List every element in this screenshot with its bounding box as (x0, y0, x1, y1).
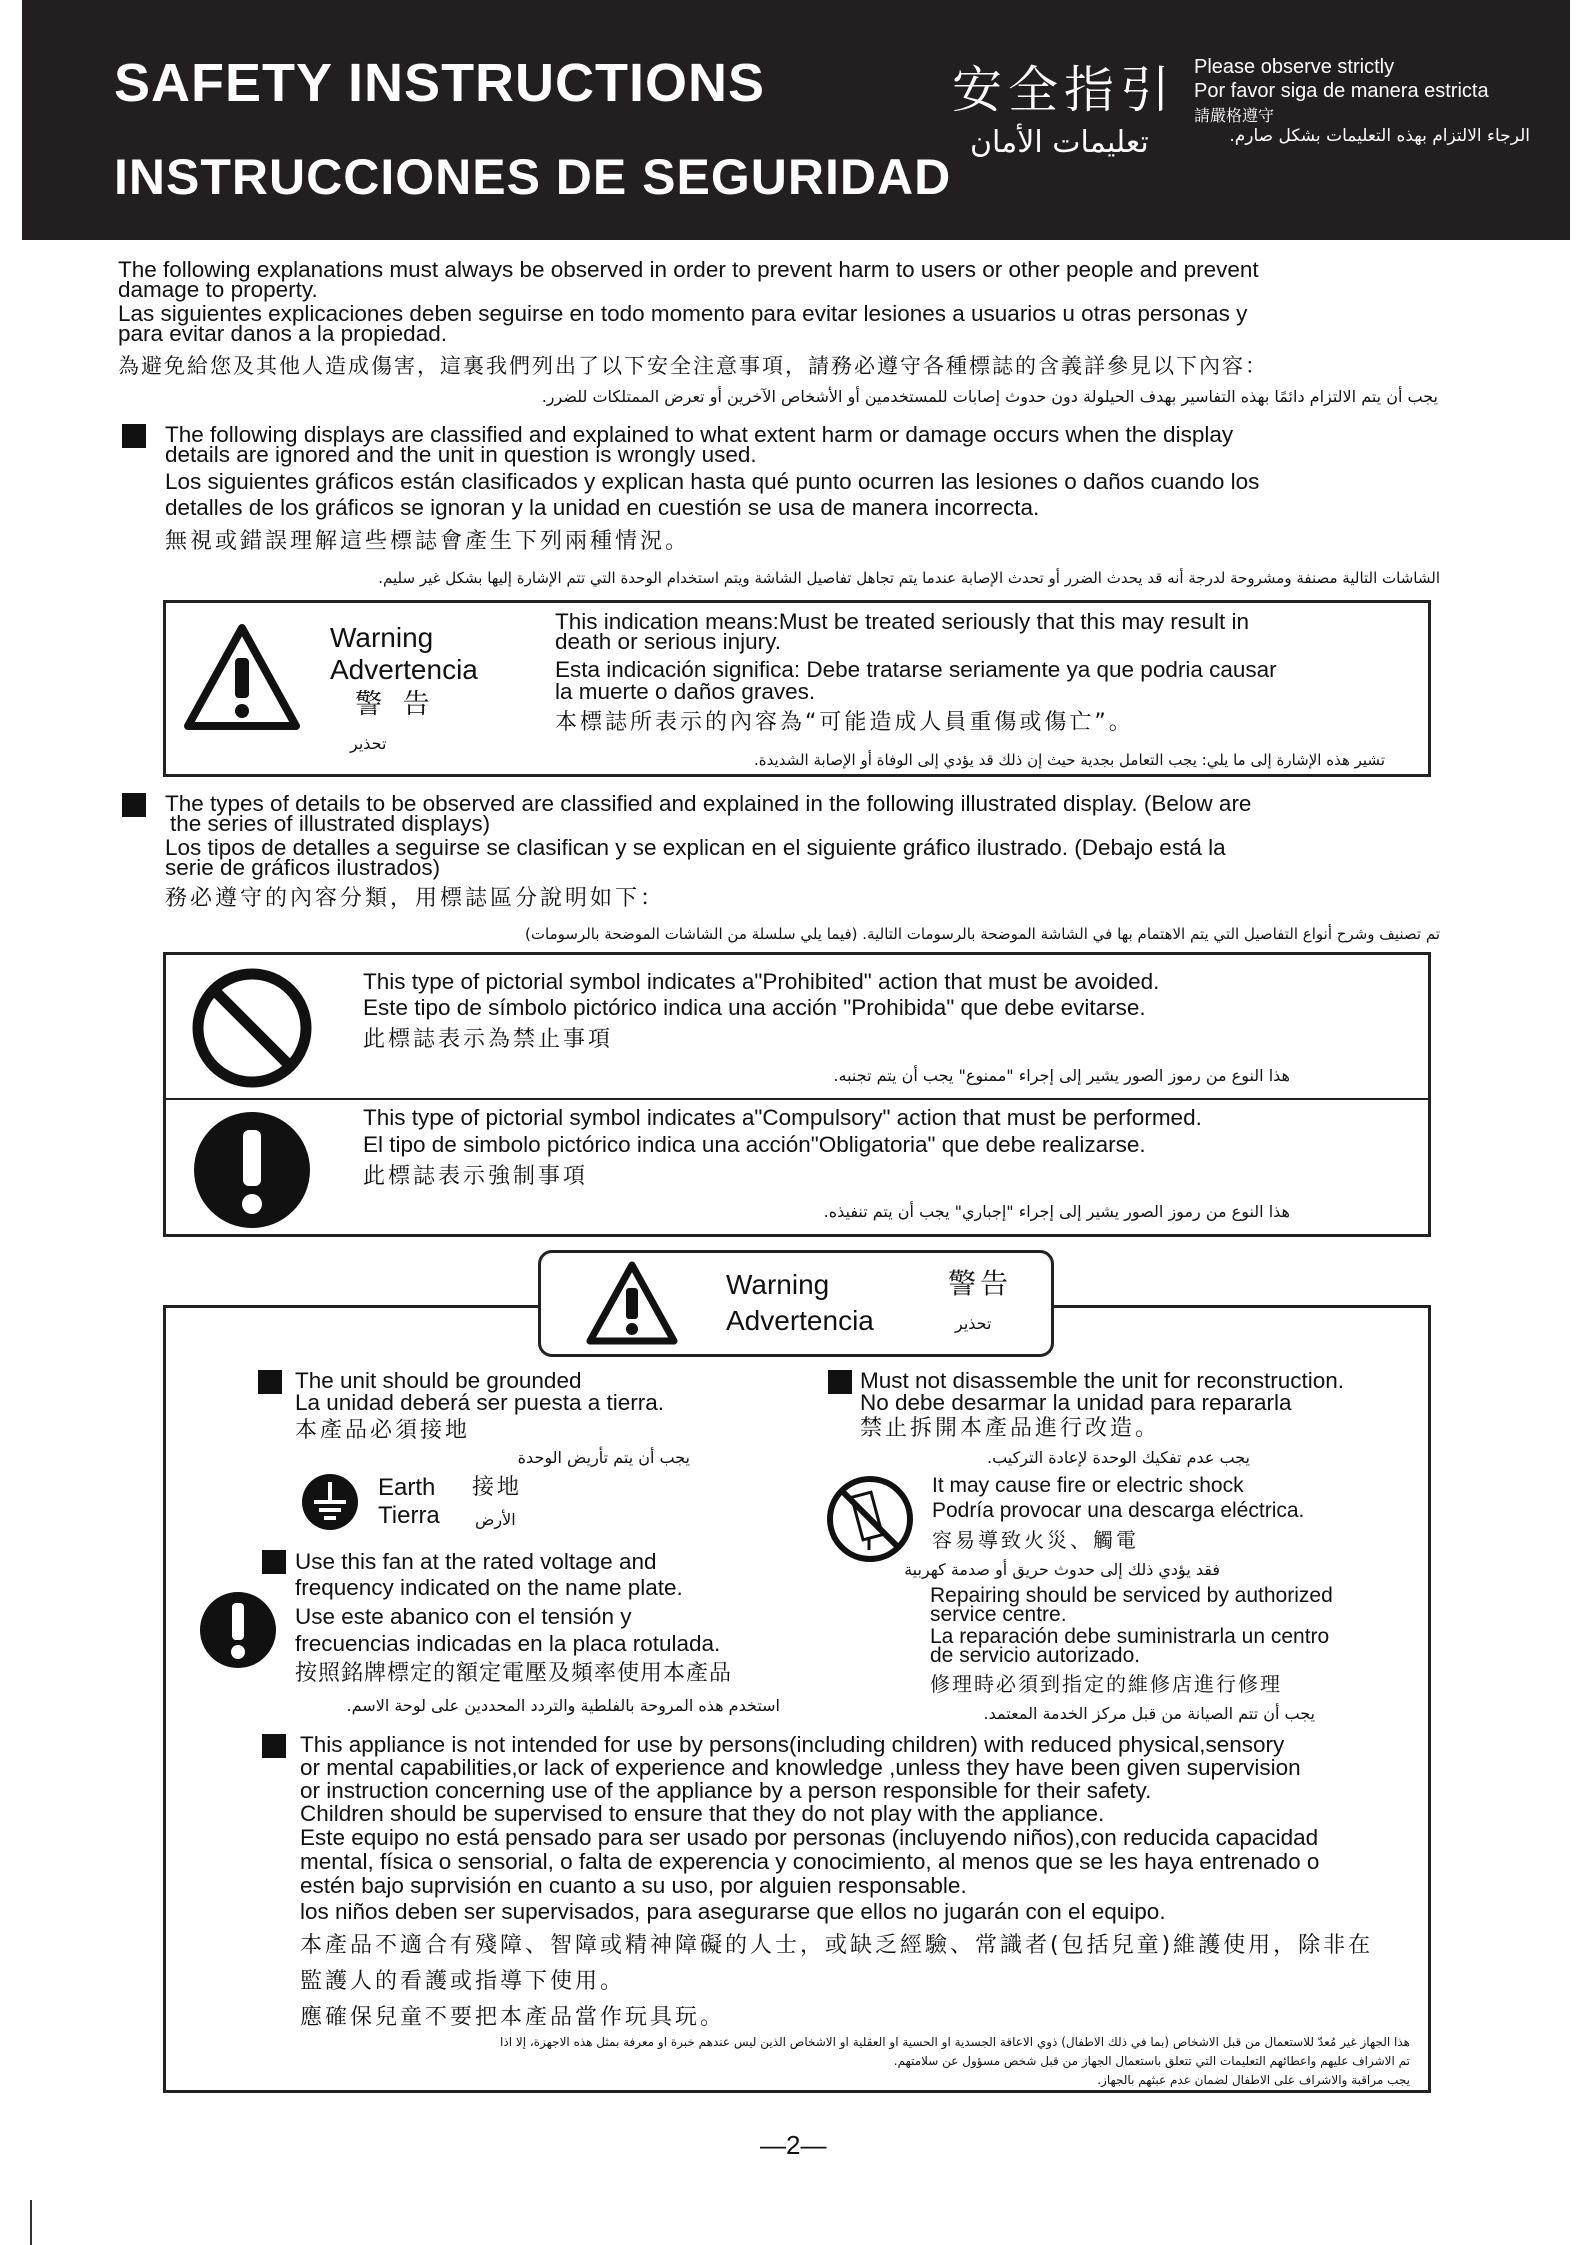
intro-en-line2: damage to property. (118, 277, 318, 302)
page-number: —2— (760, 2130, 827, 2160)
warning-label-en: Warning (330, 622, 434, 653)
risk-ar: فقد يؤدي ذلك إلى حدوث حريق أو صدمة كهربية (904, 1560, 1220, 1579)
section2-ar: تم تصنيف وشرح أنواع التفاصيل التي يتم الاهتمام بها في الشاشة الموضحة بالرسومات التالية. (فيما يلي سلسلة من الشاشات الموضحة بالرسومات) (525, 925, 1440, 943)
earth-es: Tierra (378, 1502, 440, 1529)
persons-en-line4: Children should be supervised to ensure that they do not play with the appliance. (300, 1801, 1105, 1826)
persons-en-line3: or instruction concerning use of the appliance by a person responsible for their safety. (300, 1778, 1152, 1803)
repair-zh: 修理時必須到指定的維修店進行修理 (930, 1672, 1282, 1696)
intro-es-line1: Las siguientes explicaciones deben seguirse en todo momento para evitar lesiones a usuarios u otras personas y (118, 301, 1248, 326)
ground-ar: يجب أن يتم تأريض الوحدة (517, 1448, 690, 1467)
section1-es-line1: Los siguientes gráficos están clasificados y explican hasta qué punto ocurren las lesiones o daños cuando los (165, 469, 1260, 494)
prohibited-icon (190, 966, 314, 1090)
prohibited-zh: 此標誌表示為禁止事項 (363, 1027, 614, 1052)
note-english: Please observe strictly (1194, 56, 1395, 78)
note-chinese: 請嚴格遵守 (1194, 106, 1275, 125)
warning-tab-zh: 警告 (948, 1267, 1013, 1300)
warning-triangle-icon (182, 622, 302, 732)
earth-ground-icon (300, 1472, 360, 1532)
intro-ar: يجب أن يتم الالتزام دائمًا بهذه التفاسير بهدف الحيلولة دون حدوث إصابات للمستخدمين أو الأشخاص الآخرين أو تعرض الممتلكات للضرر. (541, 387, 1438, 406)
warning-es-line1: Esta indicación significa: Debe tratarse seriamente ya que podria causar (555, 657, 1277, 682)
symbols-divider (163, 1098, 1431, 1100)
note-arabic: الرجاء الالتزام بهذه التعليمات بشكل صارم. (1229, 126, 1530, 146)
no-disassemble-icon (825, 1474, 915, 1564)
risk-zh: 容易導致火災、觸電 (932, 1528, 1139, 1552)
voltage-en-line2: frequency indicated on the name plate. (295, 1575, 683, 1600)
bullet-square (258, 1370, 282, 1394)
warning-es-line2: la muerte o daños graves. (555, 679, 816, 704)
persons-es-line2: mental, física o sensorial, o falta de experencia y conocimiento, al menos que se les haya entrenado o (300, 1849, 1320, 1874)
earth-ar: الأرض (475, 1510, 516, 1529)
repair-en-line1: Repairing should be serviced by authorized (930, 1584, 1333, 1607)
persons-en-line2: or mental capabilities,or lack of experience and knowledge ,unless they have been given supervision (300, 1755, 1301, 1780)
section2-en-line1: The types of details to be observed are classified and explained in the following illustrated display. (Below are (165, 791, 1252, 816)
repair-en-line2: service centre. (930, 1603, 1067, 1626)
disassemble-es: No debe desarmar la unidad para repararla (860, 1390, 1292, 1415)
bullet-square (122, 424, 146, 448)
ground-es: La unidad deberá ser puesta a tierra. (295, 1390, 664, 1415)
intro-es-line2: para evitar danos a la propiedad. (118, 321, 447, 346)
bullet-square (828, 1370, 852, 1394)
section2-es-line1: Los tipos de detalles a seguirse se clasifican y se explican en el siguiente gráfico ilustrado. (Debajo está la (165, 835, 1226, 860)
intro-en-line1: The following explanations must always be observed in order to prevent harm to users or other people and prevent (118, 257, 1259, 282)
voltage-es-line1: Use este abanico con el tensión y (295, 1604, 632, 1629)
warning-label-es: Advertencia (330, 654, 478, 685)
persons-ar-line2: تم الاشراف عليهم واعطائهم التعليمات التي تتعلق باستعمال الجهاز من قبل شخص مسؤول عن سلامتهم. (893, 2054, 1410, 2068)
section1-en-line2: details are ignored and the unit in question is wrongly used. (165, 442, 757, 467)
persons-ar-line1: هذا الجهاز غير مُعدّ للاستعمال من قبل الاشخاص (بما في ذلك الاطفال) ذوي الاعاقة الجسدية او الحسية او العقلية او الاشخاص الذين ليس عندهم خبرة او معرفة بمثل هذه الاجهزة، إلا اذا (500, 2035, 1410, 2049)
section1-es-line2: detalles de los gráficos se ignoran y la unidad en cuestión se usa de manera incorrecta. (165, 495, 1040, 520)
compulsory-ar: هذا النوع من رموز الصور يشير إلى إجراء "إجباري" يجب أن يتم تنفيذه. (823, 1202, 1290, 1221)
persons-es-line3: estén bajo suprvisión en cuanto a su uso, por alguien responsable. (300, 1873, 967, 1898)
voltage-zh: 按照銘牌標定的額定電壓及頻率使用本產品 (295, 1661, 733, 1686)
margin-mark (30, 2200, 32, 2245)
risk-en: It may cause fire or electric shock (932, 1474, 1244, 1497)
warning-tab-en: Warning (726, 1269, 830, 1300)
warning-en-line2: death or serious injury. (555, 629, 781, 654)
warning-tab-es: Advertencia (726, 1305, 874, 1336)
prohibited-es: Este tipo de símbolo pictórico indica una acción "Prohibida" que debe evitarse. (363, 995, 1146, 1020)
title-chinese: 安全指引 (952, 61, 1176, 119)
title-arabic: تعليمات الأمان (970, 125, 1149, 160)
disassemble-en: Must not disassemble the unit for reconstruction. (860, 1368, 1344, 1393)
ground-en: The unit should be grounded (295, 1368, 582, 1393)
earth-zh: 接地 (472, 1475, 523, 1500)
ground-zh: 本產品必須接地 (295, 1418, 471, 1443)
warning-triangle-icon (585, 1260, 679, 1346)
prohibited-en: This type of pictorial symbol indicates a"Prohibited" action that must be avoided. (363, 969, 1160, 994)
voltage-es-line2: frecuencias indicadas en la placa rotulada. (295, 1631, 721, 1656)
warning-en-line1: This indication means:Must be treated seriously that this may result in (555, 609, 1250, 634)
disassemble-zh: 禁止拆開本產品進行改造。 (860, 1416, 1161, 1441)
persons-es-line4: los niños deben ser supervisados, para asegurarse que ellos no jugarán con el equipo. (300, 1899, 1166, 1924)
repair-es-line2: de servicio autorizado. (930, 1644, 1141, 1667)
section2-zh: 務必遵守的內容分類，用標誌區分說明如下： (165, 886, 666, 911)
intro-zh: 為避免給您及其他人造成傷害，這裏我們列出了以下安全注意事項，請務必遵守各種標誌的含義詳參見以下內容： (118, 354, 1268, 378)
header-bar (22, 0, 1570, 240)
title-spanish: INSTRUCCIONES DE SEGURIDAD (114, 149, 952, 205)
risk-es: Podría provocar una descarga eléctrica. (932, 1499, 1305, 1522)
repair-ar: يجب أن تتم الصيانة من قبل مركز الخدمة المعتمد. (983, 1704, 1315, 1723)
persons-es-line1: Este equipo no está pensado para ser usado por personas (incluyendo niños),con reducida capacidad (300, 1825, 1319, 1850)
section1-ar: الشاشات التالية مصنفة ومشروحة لدرجة أنه قد يحدث الضرر أو تحدث الإصابة عندما يتم تجاهل تفاصيل الشاشة ويتم استخدام الوحدة التي تتم الإشارة إليها بشكل غير سليم. (378, 569, 1440, 587)
bullet-square (262, 1550, 286, 1574)
persons-zh-line1: 本產品不適合有殘障、智障或精神障礙的人士，或缺乏經驗、常識者(包括兒童)維護使用，除非在 (300, 1933, 1374, 1958)
prohibited-ar: هذا النوع من رموز الصور يشير إلى إجراء "ممنوع" يجب أن يتم تجنبه. (833, 1066, 1290, 1085)
persons-zh-line3: 應確保兒童不要把本產品當作玩具玩。 (300, 2005, 726, 2030)
compulsory-es: El tipo de simbolo pictórico indica una acción"Obligatoria" que debe realizarse. (363, 1132, 1146, 1157)
compulsory-zh: 此標誌表示強制事項 (363, 1164, 589, 1189)
warning-zh: 本標誌所表示的內容為“可能造成人員重傷或傷亡”。 (555, 710, 1134, 735)
voltage-ar: استخدم هذه المروحة بالفلطية والتردد المحددين على لوحة الاسم. (346, 1696, 780, 1715)
title-english: SAFETY INSTRUCTIONS (114, 53, 766, 113)
section2-en-line2: the series of illustrated displays) (170, 811, 491, 836)
bullet-square (122, 793, 146, 817)
earth-en: Earth (378, 1474, 436, 1501)
compulsory-icon (190, 1108, 314, 1232)
section1-zh: 無視或錯誤理解這些標誌會產生下列兩種情況。 (165, 529, 691, 554)
persons-en-line1: This appliance is not intended for use by persons(including children) with reduced physical,sensory (300, 1732, 1285, 1757)
persons-zh-line2: 監護人的看護或指導下使用。 (300, 1969, 626, 1994)
repair-es-line1: La reparación debe suministrarla un centro (930, 1625, 1330, 1648)
voltage-en-line1: Use this fan at the rated voltage and (295, 1549, 657, 1574)
persons-ar-line3: يجب مراقبة والاشراف على الاطفال لضمان عدم عبثهم بالجهاز. (1097, 2073, 1410, 2087)
warning-ar: تشير هذه الإشارة إلى ما يلي: يجب التعامل بجدية حيث إن ذلك قد يؤدي إلى الوفاة أو الإصابة الشديدة. (754, 751, 1385, 769)
warning-label-zh: 警 告 (355, 689, 436, 720)
bullet-square (262, 1734, 286, 1758)
compulsory-en: This type of pictorial symbol indicates a"Compulsory" action that must be performed. (363, 1105, 1202, 1130)
warning-tab-ar: تحذير (955, 1314, 992, 1333)
section1-en-line1: The following displays are classified and explained to what extent harm or damage occurs when the display (165, 422, 1234, 447)
compulsory-icon (198, 1590, 278, 1670)
disassemble-ar: يجب عدم تفكيك الوحدة لإعادة التركيب. (987, 1448, 1250, 1467)
note-spanish: Por favor siga de manera estricta (1194, 80, 1489, 102)
section2-es-line2: serie de gráficos ilustrados) (165, 855, 441, 880)
warning-label-ar: تحذير (350, 734, 387, 753)
